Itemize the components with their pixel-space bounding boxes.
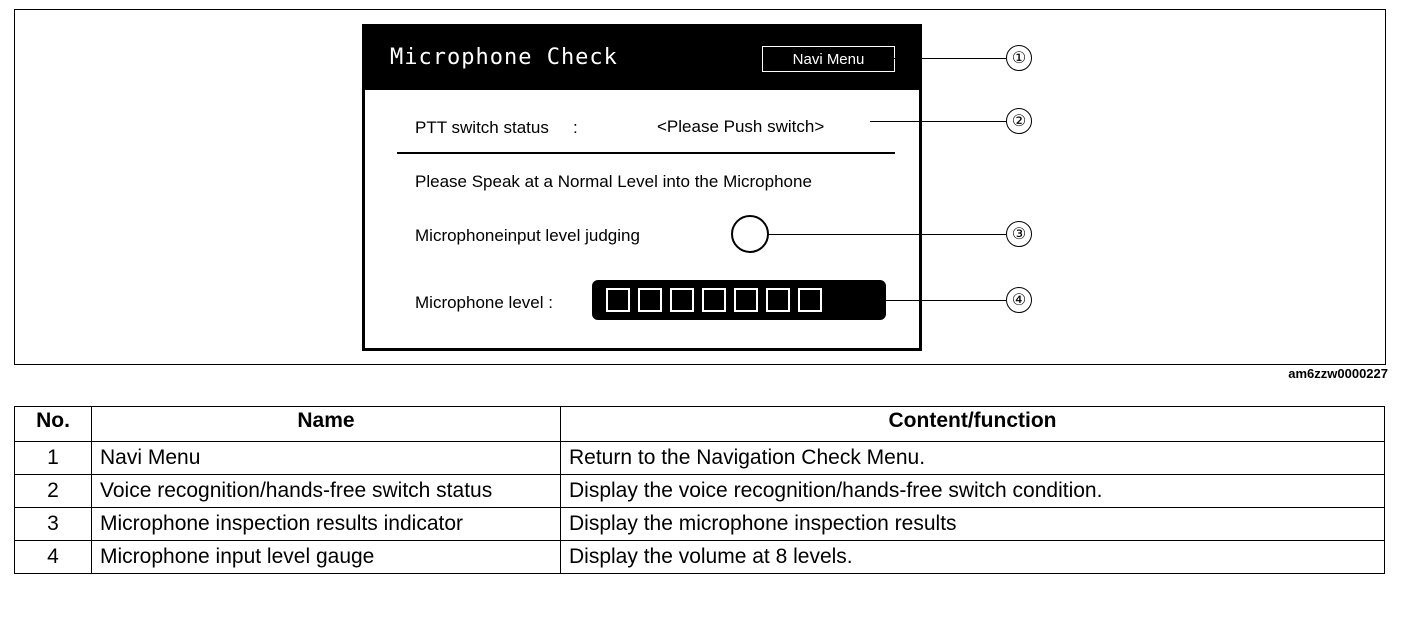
- row-no: 1: [15, 442, 92, 475]
- row-no: 4: [15, 541, 92, 574]
- gauge-cell: [702, 288, 726, 312]
- divider: [397, 152, 895, 154]
- row-name: Voice recognition/hands-free switch status: [92, 475, 561, 508]
- ptt-status-colon: :: [573, 118, 578, 137]
- row-no: 2: [15, 475, 92, 508]
- function-table: [14, 406, 1385, 574]
- microphone-check-screen: [362, 24, 922, 351]
- gauge-cell: [670, 288, 694, 312]
- screen-header: [365, 27, 919, 90]
- table-row: [15, 541, 1385, 574]
- header-name: Name: [92, 407, 561, 442]
- row-content: Display the volume at 8 levels.: [561, 541, 1385, 574]
- level-judging-label: Microphoneinput level judging: [415, 226, 640, 245]
- gauge-cell: [638, 288, 662, 312]
- header-content: Content/function: [561, 407, 1385, 442]
- callout-number-1: ①: [1006, 45, 1032, 71]
- gauge-cell: [766, 288, 790, 312]
- row-content: Return to the Navigation Check Menu.: [561, 442, 1385, 475]
- callout-line-2: [870, 121, 1006, 122]
- callout-number-3: ③: [1006, 221, 1032, 247]
- gauge-cell: [606, 288, 630, 312]
- ptt-status-value: <Please Push switch>: [657, 117, 825, 136]
- microphone-level-gauge: [592, 280, 886, 320]
- row-name: Microphone inspection results indicator: [92, 508, 561, 541]
- row-name: Navi Menu: [92, 442, 561, 475]
- table-header-row: [15, 407, 1385, 442]
- row-no: 3: [15, 508, 92, 541]
- table-row: [15, 475, 1385, 508]
- callout-number-4: ④: [1006, 287, 1032, 313]
- header-no: No.: [15, 407, 92, 442]
- callout-line-3: [767, 234, 1006, 235]
- gauge-cell: [798, 288, 822, 312]
- callout-line-4: [884, 300, 1006, 301]
- figure-id: am6zzw0000227: [1288, 366, 1388, 381]
- navi-menu-button[interactable]: Navi Menu: [762, 46, 895, 72]
- row-name: Microphone input level gauge: [92, 541, 561, 574]
- row-content: Display the microphone inspection results: [561, 508, 1385, 541]
- table-row: [15, 442, 1385, 475]
- inspection-result-indicator: [731, 215, 769, 253]
- speak-instruction: Please Speak at a Normal Level into the Microphone: [415, 172, 812, 191]
- row-content: Display the voice recognition/hands-free switch condition.: [561, 475, 1385, 508]
- callout-line-1: [892, 58, 1006, 59]
- callout-number-2: ②: [1006, 108, 1032, 134]
- ptt-status-label: PTT switch status: [415, 118, 549, 137]
- table-row: [15, 508, 1385, 541]
- screen-title: Microphone Check: [390, 45, 618, 70]
- gauge-cell: [734, 288, 758, 312]
- microphone-level-label: Microphone level :: [415, 293, 553, 312]
